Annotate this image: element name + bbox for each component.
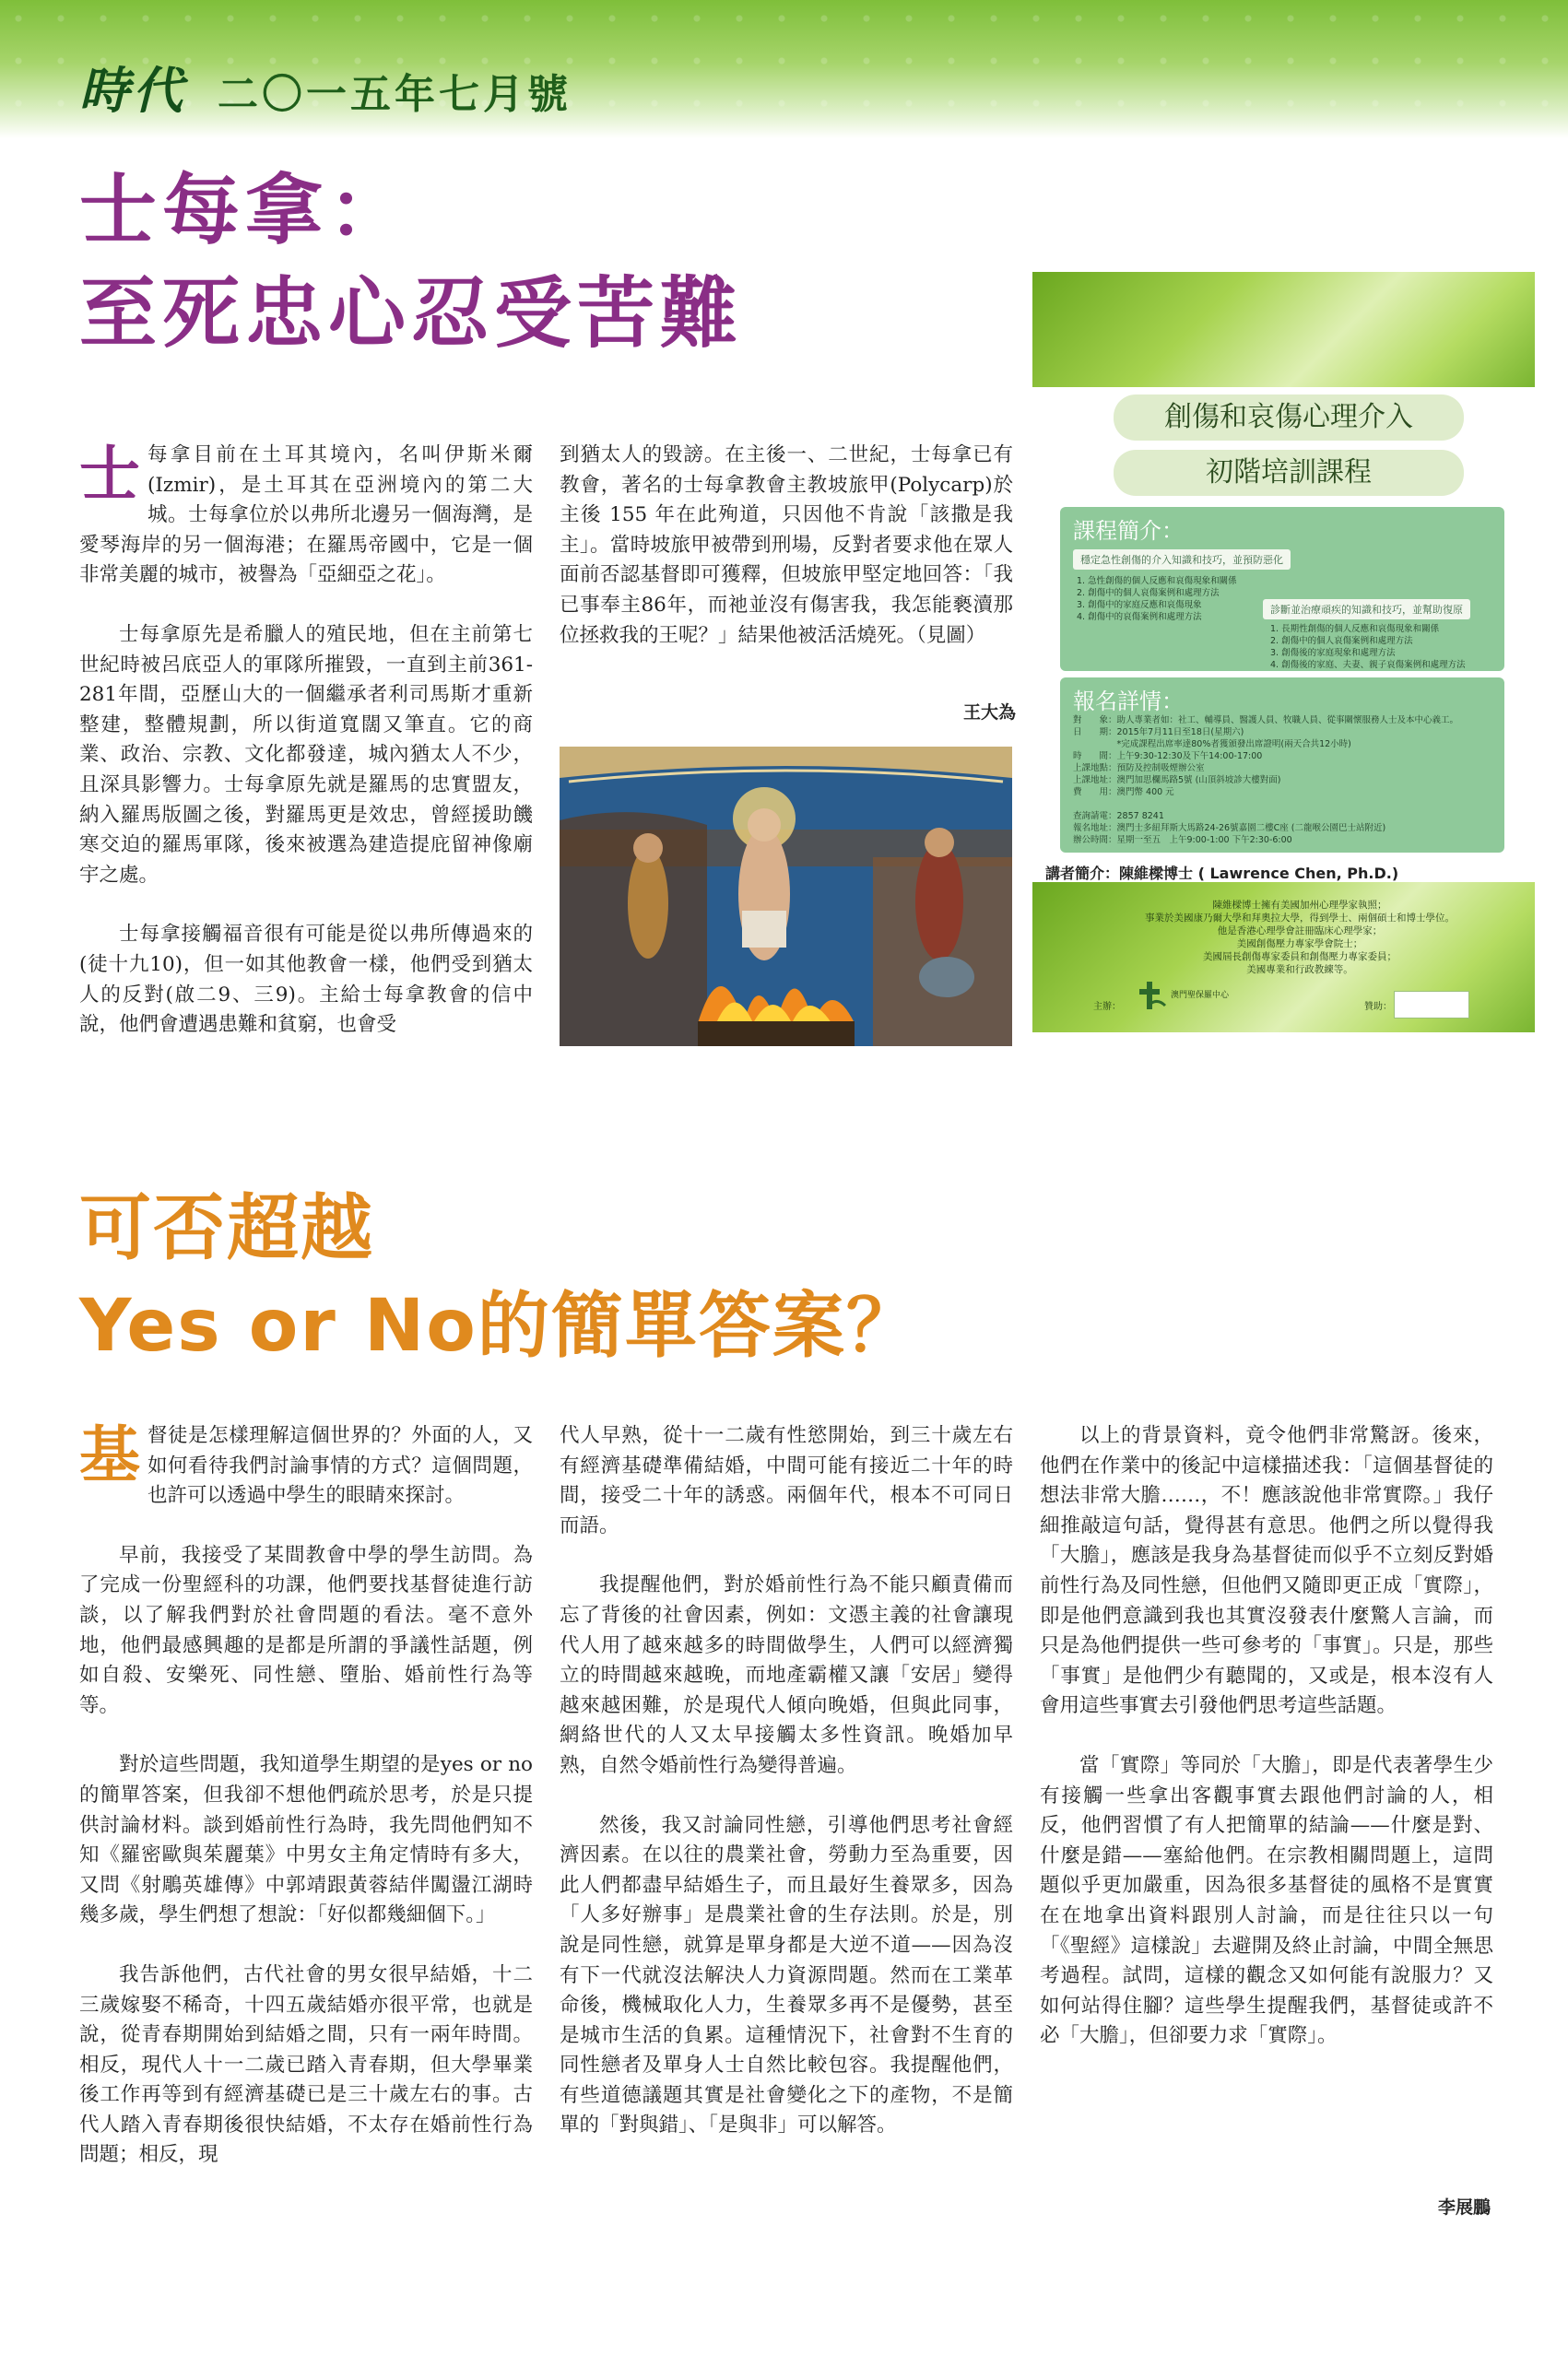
ad-sponsor-label: 贊助：	[1364, 1002, 1392, 1012]
article1-title-line2: 至死忠心忍受苦難	[79, 268, 744, 359]
ad-intro-list-item: 4. 創傷中的哀傷案例和處理方法	[1077, 612, 1202, 622]
article1-column1	[79, 441, 533, 1070]
article2-column1	[79, 1421, 533, 2200]
article2-paragraph: 當「實際」等同於「大膽」，即是代表著學生少有接觸一些拿出客觀事實去跟他們討論的人，相反，他們習慣了有人把簡單的結論——什麼是對、什麼是錯——塞給他們。在宗教相關問題上，這問題似乎更加嚴重，因為很多基督徒的風格不是實實在在地拿出資料跟別人討論，而是往往只以一句「《聖經》這樣說」去避開及終止討論，中間全無思考過程。試問，這樣的觀念又如何能有說服力？又如何站得住腳？這些學生提醒我們，基督徒或許不必「大膽」，但卻要力求「實際」。	[1040, 1753, 1493, 2048]
ad-instructor-name: 講者簡介：陳維樑博士 ( Lawrence Chen, Ph.D.)	[1045, 865, 1399, 882]
ad-registration-line: 上課地址：澳門加思欄馬路5號 (山頂斜坡診大樓對面)	[1073, 775, 1281, 785]
ad-organizer-name: 澳門聖保羅中心	[1171, 991, 1230, 1000]
article1-title-line1: 士每拿：	[79, 165, 412, 255]
issue-date: 二〇一五年七月號	[218, 71, 572, 118]
ad-bio-line: 美國創傷壓力專家學會院士；	[1236, 938, 1363, 949]
ad-intro-strip-2: 診斷並治療頑疾的知識和技巧，並幫助復原	[1263, 599, 1470, 619]
ad-bio-line: 事業於美國康乃爾大學和拜奧拉大學，得到學士、兩個碩士和博士學位。	[1145, 913, 1455, 924]
article1-title	[79, 159, 743, 365]
ad-title-pill-1: 創傷和哀傷心理介入	[1114, 394, 1464, 441]
ad-bio-line: 美國屆長創傷專家委員和創傷壓力專家委員；	[1203, 951, 1397, 962]
article1-paragraph: 士每拿原先是希臘人的殖民地，但在主前第七世紀時被呂底亞人的軍隊所摧毀，一直到主前361-281年間，亞歷山大的一個繼承者利司馬斯才重新整建，整體規劃，所以街道寬闊又筆直。它的商業、政治、宗教、文化都發達，城內猶太人不少，且深具影響力。士每拿原先就是羅馬的忠實盟友，納入羅馬版圖之後，對羅馬更是效忠，曾經援助饑寒交迫的羅馬軍隊，後來被選為建造提庇留神像廟宇之處。	[79, 622, 533, 887]
article2-column2	[560, 1421, 1013, 2171]
ad-registration-line: 查詢請電：2857 8241	[1073, 811, 1164, 821]
martyrdom-painting	[560, 747, 1012, 1046]
ad-registration-details	[1073, 714, 1458, 846]
article2-paragraph: 我提醒他們，對於婚前性行為不能只顧責備而忘了背後的社會因素，例如：文憑主義的社會讓現代人用了越來越多的時間做學生，人們可以經濟獨立的時間越來越晚，而地產霸權又讓「安居」變得越來越困難，於是現代人傾向晚婚，但與此同事，網絡世代的人又太早接觸太多性資訊。晚婚加早熟，自然令婚前性行為變得普遍。	[560, 1573, 1013, 1777]
article2-paragraph: 然後，我又討論同性戀，引導他們思考社會經濟因素。在以往的農業社會，勞動力至為重要，因此人們都盡早結婚生子，而且最好生養眾多，因為「人多好辦事」是農業社會的生存法則。於是，別說是同性戀，就算是單身都是大逆不道——因為沒有下一代就沒法解決人力資源問題。然而在工業革命後，機械取化人力，生養眾多再不是優勢，甚至是城市生活的負累。這種情況下，社會對不生育的同性戀者及單身人士自然比較包容。我提醒他們，有些道德議題其實是社會變化之下的產物，不是簡單的「對與錯」、「是與非」可以解答。	[560, 1813, 1013, 2137]
article1-byline: 王大為	[963, 702, 1017, 723]
ad-intro-strip-1: 穩定急性創傷的介入知識和技巧，並預防惡化	[1073, 549, 1291, 570]
article2-byline: 李展鵬	[1438, 2197, 1491, 2218]
ad-intro-list-item: 2. 創傷中的個人哀傷案例和處理方法	[1077, 588, 1220, 598]
ad-intro-list-item: 2. 創傷中的個人哀傷案例和處理方法	[1270, 636, 1413, 646]
ad-bio-line: 他是香港心理學會註冊臨床心理學家；	[1217, 925, 1383, 936]
article1-paragraph: 士每拿接觸福音很有可能是從以弗所傳過來的(徒十九10)，但一如其他教會一樣，他們受到猶太人的反對(啟二9、三9)。主給士每拿教會的信中說，他們會遭遇患難和貧窮，也會受	[79, 923, 533, 1037]
ad-registration-line: 上課地點：預防及控制吸煙辦公室	[1073, 763, 1205, 773]
ad-leaf-banner-top	[1032, 272, 1535, 387]
article2-title-line2: Yes or No的簡單答案？	[79, 1285, 920, 1368]
ad-bio-line: 美國專業和行政教練等。	[1246, 964, 1353, 975]
ad-bio-line: 陳維樑博士擁有美國加州心理學家執照；	[1212, 900, 1387, 911]
magazine-brand: 時代	[79, 62, 186, 120]
ad-registration-line: 辦公時間：星期一至五 上午9:00-1:00 下午2:30-6:00	[1073, 835, 1292, 845]
ad-registration-line: 時 間：上午9:30-12:30及下午14:00-17:00	[1073, 751, 1263, 761]
cross-logo-icon	[1134, 980, 1167, 1013]
article2-paragraph: 以上的背景資料，竟令他們非常驚訝。後來，他們在作業中的後記中這樣描述我：「這個基督徒的想法非常大膽……，不！應該說他非常實際。」我仔細推敲這句話，覺得甚有意思。他們之所以覺得我「大膽」，應該是我身為基督徒而似乎不立刻反對婚前性行為及同性戀，但他們又隨即更正成「實際」，即是他們意識到我也其實沒發表什麼驚人言論，而只是為他們提供一些可參考的「事實」。只是，那些「事實」是他們少有聽聞的，又或是，根本沒有人會用這些事實去引發他們思考這些話題。	[1040, 1424, 1493, 1718]
article2-paragraph-text: 督徒是怎樣理解這個世界的？外面的人，又如何看待我們討論事情的方式？這個問題，也許可以透過中學生的眼睛來探討。	[147, 1424, 533, 1508]
article2-paragraph: 我告訴他們，古代社會的男女很早結婚，十二三歲嫁娶不稀奇，十四五歲結婚亦很平常，也就是說，從青春期開始到結婚之間，只有一兩年時間。相反，現代人十一二歲已踏入青春期，但大學畢業後工作再等到有經濟基礎已是三十歲左右的事。古代人踏入青春期後很快結婚，不太存在婚前性行為問題；相反，現	[79, 1962, 533, 2167]
ad-registration-line: *完成課程出席率達80%者獲頒發出席證明(兩天合共12小時)	[1073, 739, 1351, 749]
painting-illustration	[560, 747, 1012, 1046]
ad-registration-line: 費 用：澳門幣 400 元	[1073, 787, 1174, 797]
ad-intro-list-1	[1077, 575, 1237, 623]
course-advertisement	[1032, 272, 1535, 1032]
ad-registration-spacer	[1073, 798, 1458, 810]
ad-registration-heading: 報名詳情：	[1073, 689, 1184, 714]
article2-title	[79, 1180, 920, 1375]
article1-paragraph	[79, 441, 533, 591]
article2-column3	[1040, 1421, 1493, 2081]
ad-course-intro-box	[1060, 507, 1504, 671]
article1-paragraph-text: 每拿目前在土耳其境內，名叫伊斯米爾(Izmir)，是土耳其在亞洲境內的第二大城。士每拿位於以弗所北邊另一個海灣，是愛琴海岸的另一個海港；在羅馬帝國中，它是一個非常美麗的城市，被譽為「亞細亞之花」。	[79, 443, 533, 587]
ad-organizer-label: 主辦：	[1093, 1002, 1121, 1012]
ad-registration-line: 報名地址：澳門士多紐拜斯大馬路24-26號嘉園二樓C座 (二龍喉公園巴士站附近)	[1073, 823, 1386, 833]
article1-column2	[560, 441, 1013, 680]
ad-instructor-bio	[1106, 899, 1493, 976]
issue-label	[79, 52, 572, 123]
article2-dropcap: 基	[79, 1419, 140, 1490]
article2-title-line1: 可否超越	[79, 1187, 375, 1270]
article1-dropcap: 士	[79, 439, 140, 510]
ad-registration-line: 對 象：助人專業者如：社工、輔導員、醫護人員、牧職人員、從事關懷服務人士及本中心義工。	[1073, 715, 1459, 725]
sponsor-logo-box	[1394, 991, 1469, 1019]
ad-registration-box	[1060, 677, 1504, 853]
ad-registration-line: 日 期：2015年7月11日至18日(星期六)	[1073, 727, 1244, 737]
ad-course-intro-heading: 課程簡介：	[1073, 518, 1184, 544]
ad-intro-list-item: 1. 急性創傷的個人反應和哀傷現象和關係	[1077, 576, 1237, 586]
article1-paragraph: 到猶太人的毀謗。在主後一、二世紀，士每拿已有教會，著名的士每拿教會主教坡旅甲(Polycarp)於主後 155 年在此殉道，只因他不肯說「該撒是我主」。當時坡旅甲被帶到刑場，反對者要求他在眾人面前否認基督即可獲釋，但坡旅甲堅定地回答：「我已事奉主86年，而祂並沒有傷害我，我怎能褻瀆那位拯救我的王呢？」結果他被活活燒死。（見圖）	[560, 443, 1013, 647]
article2-paragraph: 代人早熟，從十一二歲有性慾開始，到三十歲左右有經濟基礎準備結婚，中間可能有接近二十年的時間，接受二十年的誘惑。兩個年代，根本不可同日而語。	[560, 1424, 1013, 1537]
article2-paragraph	[79, 1421, 533, 1512]
ad-title-pill-2: 初階培訓課程	[1114, 450, 1464, 496]
ad-intro-list-item: 1. 長期性創傷的個人反應和哀傷現象和關係	[1270, 624, 1440, 634]
ad-intro-list-item: 4. 創傷後的家庭、夫妻、親子哀傷案例和處理方法	[1270, 660, 1466, 670]
article2-paragraph: 早前，我接受了某間教會中學的學生訪問。為了完成一份聖經科的功課，他們要找基督徒進行訪談，以了解我們對於社會問題的看法。毫不意外地，他們最感興趣的是都是所謂的爭議性話題，例如自殺、安樂死、同性戀、墮胎、婚前性行為等等。	[79, 1543, 533, 1717]
organizer-logo	[1134, 980, 1167, 1013]
ad-intro-list-item: 3. 創傷後的家庭現象和處理方法	[1270, 648, 1396, 658]
ad-intro-list-2	[1270, 623, 1466, 671]
article2-paragraph: 對於這些問題，我知道學生期望的是yes or no的簡單答案，但我卻不想他們疏於思考，於是只提供討論材料。談到婚前性行為時，我先問他們知不知《羅密歐與茱麗葉》中男女主角定情時有多大，又問《射鵰英雄傳》中郭靖跟黃蓉結伴闖盪江湖時幾多歲，學生們想了想說：「好似都幾細個下。」	[79, 1753, 533, 1927]
ad-intro-list-item: 3. 創傷中的家庭反應和哀傷現象	[1077, 600, 1202, 610]
